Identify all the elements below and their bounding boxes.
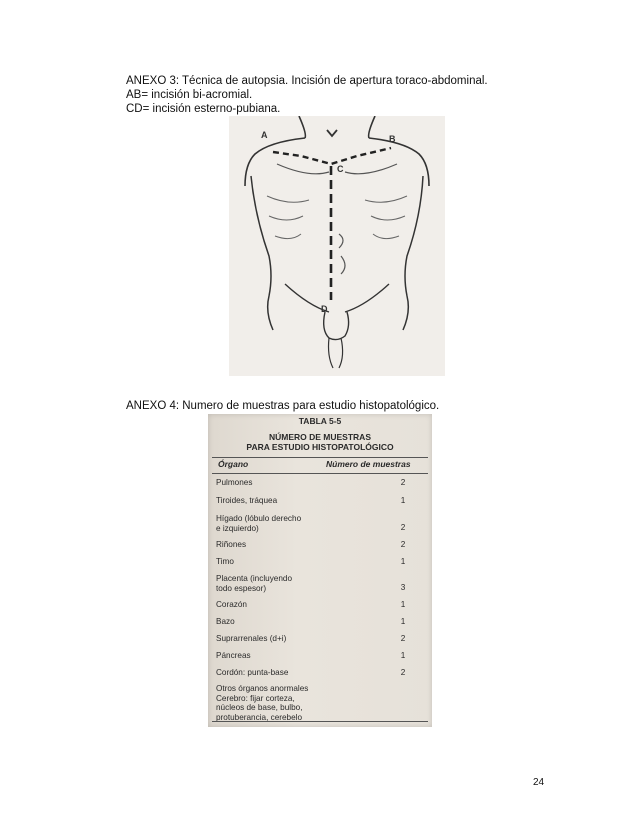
table-caption: TABLA 5-5: [298, 416, 342, 426]
table-title-line1: NÚMERO DE MUESTRAS: [268, 432, 371, 442]
table-row-count: 2: [400, 668, 406, 677]
histopathology-sample-table-photo: [208, 414, 432, 727]
autopsy-incision-figure: [229, 116, 445, 376]
table-row-count: 3: [400, 583, 406, 592]
table-row-count: 1: [400, 617, 406, 626]
table-row-organ: Pulmones: [216, 478, 253, 487]
table-row-organ: Hígado (lóbulo derecho e izquierdo): [216, 514, 302, 533]
table-row-count: 1: [400, 651, 406, 660]
table-bottom-rule: [212, 721, 428, 722]
table-title-line2: PARA ESTUDIO HISTOPATOLÓGICO: [246, 442, 394, 452]
table-row-organ: Cordón: punta-base: [216, 668, 289, 677]
table-row-organ: Páncreas: [216, 651, 251, 660]
page-number: 24: [533, 777, 545, 788]
table-row-organ: Otros órganos anormales Cerebro: fijar corteza, núcleos de base, bulbo, protuberancia, cerebelo: [216, 684, 309, 722]
incision-label-b: B: [389, 134, 396, 144]
annex4-caption: ANEXO 4: Numero de muestras para estudio histopatológico.: [126, 400, 440, 412]
table-row-count: 1: [400, 496, 406, 505]
table-row-count: 2: [400, 523, 406, 532]
table-row-organ: Tiroides, tráquea: [216, 496, 278, 505]
table-row-organ: Bazo: [216, 617, 235, 626]
table-row-count: 2: [400, 540, 406, 549]
annex3-cd-note: CD= incisión esterno-pubiana.: [126, 103, 281, 115]
annex3-ab-note: AB= incisión bi-acromial.: [126, 89, 253, 101]
annex3-caption: ANEXO 3: Técnica de autopsia. Incisión de apertura toraco-abdominal.: [126, 75, 488, 87]
table-row-organ: Suprarrenales (d+i): [216, 634, 287, 643]
table-row-count: 2: [400, 478, 406, 487]
table-row-count: 2: [400, 634, 406, 643]
table-row-organ: Corazón: [216, 600, 247, 609]
table-header-organ: Órgano: [218, 459, 249, 469]
table-row-count: 1: [400, 600, 406, 609]
table-row-organ: Placenta (incluyendo todo espesor): [216, 574, 293, 593]
table-top-rule: [212, 457, 428, 458]
incision-label-a: A: [261, 130, 268, 140]
table-row-organ: Riñones: [216, 540, 247, 549]
table-row-count: 1: [400, 557, 406, 566]
incision-label-c: C: [337, 164, 344, 174]
incision-label-d: D: [321, 304, 328, 314]
table-header-rule: [212, 473, 428, 474]
table-row-organ: Timo: [216, 557, 234, 566]
table-header-count: Número de muestras: [326, 459, 411, 469]
